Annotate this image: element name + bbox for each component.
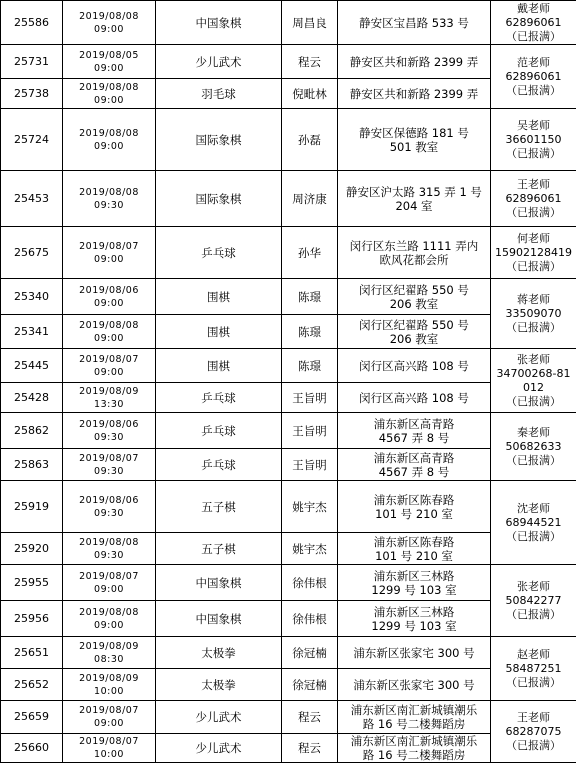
datetime-cell bbox=[63, 1, 156, 45]
time-text: 09:30 bbox=[94, 549, 124, 561]
teacher-cell: 陈璟 bbox=[282, 349, 338, 383]
address-cell: 静安区宝昌路 533 号 bbox=[338, 1, 491, 45]
address-cell: 浦东新区高青路 4567 弄 8 号 bbox=[338, 449, 491, 481]
course-name-cell: 乒乓球 bbox=[156, 449, 282, 481]
time-text: 09:00 bbox=[94, 62, 124, 74]
teacher-cell: 程云 bbox=[282, 701, 338, 734]
address-cell: 静安区保德路 181 号 501 教室 bbox=[338, 109, 491, 171]
datetime-cell bbox=[63, 565, 156, 601]
course-name-cell: 太极拳 bbox=[156, 669, 282, 701]
date-text: 2019/08/05 bbox=[79, 49, 139, 61]
contact-cell: 沈老师 68944521 （已报满） bbox=[491, 481, 576, 565]
course-id-cell: 25863 bbox=[1, 449, 63, 481]
datetime-cell bbox=[63, 349, 156, 383]
datetime-cell bbox=[63, 79, 156, 109]
contact-cell: 王老师 62896061 （已报满） bbox=[491, 171, 576, 227]
time-text: 10:00 bbox=[94, 749, 124, 760]
time-text: 09:00 bbox=[94, 332, 124, 344]
time-text: 09:30 bbox=[94, 431, 124, 443]
course-name-cell: 羽毛球 bbox=[156, 79, 282, 109]
datetime-cell bbox=[63, 601, 156, 637]
date-text: 2019/08/09 bbox=[79, 640, 139, 652]
address-cell: 闵行区高兴路 108 号 bbox=[338, 383, 491, 413]
time-text: 09:30 bbox=[94, 507, 124, 519]
time-text: 08:30 bbox=[94, 653, 124, 665]
table-row bbox=[1, 315, 576, 349]
table-row bbox=[1, 349, 576, 383]
datetime-cell bbox=[63, 637, 156, 669]
course-name-cell: 中国象棋 bbox=[156, 601, 282, 637]
datetime-cell bbox=[63, 109, 156, 171]
contact-cell: 何老师 15902128419 （已报满） bbox=[491, 227, 576, 279]
course-id-cell: 25731 bbox=[1, 45, 63, 79]
table-row bbox=[1, 449, 576, 481]
contact-cell: 王老师 68287075 （已报满） bbox=[491, 701, 576, 763]
date-text: 2019/08/08 bbox=[79, 81, 139, 93]
address-cell: 浦东新区陈春路 101 号 210 室 bbox=[338, 533, 491, 565]
address-cell: 浦东新区南汇新城镇潮乐 路 16 号二楼舞蹈房 bbox=[338, 734, 491, 763]
contact-cell: 秦老师 50682633 （已报满） bbox=[491, 413, 576, 481]
table-row bbox=[1, 565, 576, 601]
teacher-cell: 周济康 bbox=[282, 171, 338, 227]
datetime-cell bbox=[63, 279, 156, 315]
time-text: 09:00 bbox=[94, 94, 124, 106]
address-cell: 浦东新区三林路 1299 号 103 室 bbox=[338, 565, 491, 601]
contact-cell: 张老师 50842277 （已报满） bbox=[491, 565, 576, 637]
time-text: 09:00 bbox=[94, 140, 124, 152]
course-name-cell: 少儿武术 bbox=[156, 45, 282, 79]
course-id-cell: 25675 bbox=[1, 227, 63, 279]
teacher-cell: 陈璟 bbox=[282, 315, 338, 349]
course-id-cell: 25340 bbox=[1, 279, 63, 315]
address-cell: 浦东新区张家宅 300 号 bbox=[338, 669, 491, 701]
course-name-cell: 五子棋 bbox=[156, 533, 282, 565]
datetime-cell bbox=[63, 533, 156, 565]
table-row bbox=[1, 533, 576, 565]
teacher-cell: 徐伟根 bbox=[282, 601, 338, 637]
course-id-cell: 25652 bbox=[1, 669, 63, 701]
course-id-cell: 25453 bbox=[1, 171, 63, 227]
course-name-cell: 围棋 bbox=[156, 315, 282, 349]
time-text: 09:00 bbox=[94, 619, 124, 631]
time-text: 09:00 bbox=[94, 297, 124, 309]
date-text: 2019/08/07 bbox=[79, 705, 139, 716]
course-id-cell: 25738 bbox=[1, 79, 63, 109]
date-text: 2019/08/08 bbox=[79, 127, 139, 139]
teacher-cell: 王旨明 bbox=[282, 383, 338, 413]
address-cell: 静安区沪太路 315 弄 1 号 204 室 bbox=[338, 171, 491, 227]
course-id-cell: 25341 bbox=[1, 315, 63, 349]
teacher-cell: 孙华 bbox=[282, 227, 338, 279]
time-text: 10:00 bbox=[94, 685, 124, 697]
date-text: 2019/08/07 bbox=[79, 452, 139, 464]
course-name-cell: 乒乓球 bbox=[156, 383, 282, 413]
teacher-cell: 王旨明 bbox=[282, 449, 338, 481]
table-row bbox=[1, 1, 576, 45]
course-id-cell: 25920 bbox=[1, 533, 63, 565]
course-name-cell: 中国象棋 bbox=[156, 1, 282, 45]
table-row bbox=[1, 171, 576, 227]
course-name-cell: 五子棋 bbox=[156, 481, 282, 533]
teacher-cell: 王旨明 bbox=[282, 413, 338, 449]
datetime-cell bbox=[63, 413, 156, 449]
teacher-cell: 程云 bbox=[282, 734, 338, 763]
course-name-cell: 围棋 bbox=[156, 349, 282, 383]
datetime-cell bbox=[63, 171, 156, 227]
teacher-cell: 陈璟 bbox=[282, 279, 338, 315]
time-text: 09:30 bbox=[94, 465, 124, 477]
table-row bbox=[1, 109, 576, 171]
table-row bbox=[1, 413, 576, 449]
address-cell: 静安区共和新路 2399 弄 bbox=[338, 79, 491, 109]
course-id-cell: 25919 bbox=[1, 481, 63, 533]
address-cell: 浦东新区张家宅 300 号 bbox=[338, 637, 491, 669]
course-name-cell: 国际象棋 bbox=[156, 171, 282, 227]
date-text: 2019/08/08 bbox=[79, 536, 139, 548]
teacher-cell: 周昌良 bbox=[282, 1, 338, 45]
teacher-cell: 程云 bbox=[282, 45, 338, 79]
time-text: 09:00 bbox=[94, 366, 124, 378]
date-text: 2019/08/07 bbox=[79, 736, 139, 747]
datetime-cell bbox=[63, 45, 156, 79]
teacher-cell: 徐伟根 bbox=[282, 565, 338, 601]
address-cell: 浦东新区南汇新城镇潮乐 路 16 号二楼舞蹈房 bbox=[338, 701, 491, 734]
course-name-cell: 乒乓球 bbox=[156, 413, 282, 449]
date-text: 2019/08/08 bbox=[79, 319, 139, 331]
course-name-cell: 少儿武术 bbox=[156, 734, 282, 763]
time-text: 09:30 bbox=[94, 199, 124, 211]
course-id-cell: 25445 bbox=[1, 349, 63, 383]
time-text: 13:30 bbox=[94, 398, 124, 410]
table-row bbox=[1, 637, 576, 669]
address-cell: 浦东新区陈春路 101 号 210 室 bbox=[338, 481, 491, 533]
time-text: 09:00 bbox=[94, 253, 124, 265]
table-body bbox=[1, 1, 576, 763]
table-row bbox=[1, 734, 576, 763]
teacher-cell: 徐冠楠 bbox=[282, 637, 338, 669]
address-cell: 闵行区东兰路 1111 弄内 欧风花都会所 bbox=[338, 227, 491, 279]
table-row bbox=[1, 701, 576, 734]
address-cell: 闵行区纪翟路 550 号 206 教室 bbox=[338, 315, 491, 349]
datetime-cell bbox=[63, 701, 156, 734]
table-row bbox=[1, 227, 576, 279]
teacher-cell: 徐冠楠 bbox=[282, 669, 338, 701]
course-id-cell: 25586 bbox=[1, 1, 63, 45]
datetime-cell bbox=[63, 734, 156, 763]
contact-cell: 蒋老师 33509070 （已报满） bbox=[491, 279, 576, 349]
table-row bbox=[1, 279, 576, 315]
datetime-cell bbox=[63, 449, 156, 481]
course-name-cell: 中国象棋 bbox=[156, 565, 282, 601]
contact-cell: 张老师 34700268-81 012 （已报满） bbox=[491, 349, 576, 413]
course-name-cell: 国际象棋 bbox=[156, 109, 282, 171]
table-row bbox=[1, 669, 576, 701]
date-text: 2019/08/06 bbox=[79, 494, 139, 506]
course-id-cell: 25956 bbox=[1, 601, 63, 637]
address-cell: 浦东新区三林路 1299 号 103 室 bbox=[338, 601, 491, 637]
table-row bbox=[1, 79, 576, 109]
date-text: 2019/08/08 bbox=[79, 606, 139, 618]
course-id-cell: 25724 bbox=[1, 109, 63, 171]
date-text: 2019/08/09 bbox=[79, 385, 139, 397]
table-row bbox=[1, 601, 576, 637]
course-name-cell: 少儿武术 bbox=[156, 701, 282, 734]
course-id-cell: 25651 bbox=[1, 637, 63, 669]
date-text: 2019/08/06 bbox=[79, 284, 139, 296]
course-name-cell: 乒乓球 bbox=[156, 227, 282, 279]
time-text: 09:00 bbox=[94, 718, 124, 729]
contact-cell: 范老师 62896061 （已报满） bbox=[491, 45, 576, 109]
teacher-cell: 姚宇杰 bbox=[282, 533, 338, 565]
date-text: 2019/08/08 bbox=[79, 10, 139, 22]
course-id-cell: 25955 bbox=[1, 565, 63, 601]
date-text: 2019/08/07 bbox=[79, 353, 139, 365]
contact-cell: 戴老师 62896061 （已报满） bbox=[491, 1, 576, 45]
address-cell: 浦东新区高青路 4567 弄 8 号 bbox=[338, 413, 491, 449]
date-text: 2019/08/08 bbox=[79, 186, 139, 198]
datetime-cell bbox=[63, 383, 156, 413]
contact-cell: 吴老师 36601150 （已报满） bbox=[491, 109, 576, 171]
datetime-cell bbox=[63, 669, 156, 701]
datetime-cell bbox=[63, 481, 156, 533]
datetime-cell bbox=[63, 227, 156, 279]
address-cell: 闵行区纪翟路 550 号 206 教室 bbox=[338, 279, 491, 315]
course-id-cell: 25862 bbox=[1, 413, 63, 449]
address-cell: 闵行区高兴路 108 号 bbox=[338, 349, 491, 383]
table-row bbox=[1, 383, 576, 413]
course-id-cell: 25660 bbox=[1, 734, 63, 763]
table-row bbox=[1, 481, 576, 533]
course-name-cell: 围棋 bbox=[156, 279, 282, 315]
table-row bbox=[1, 45, 576, 79]
date-text: 2019/08/09 bbox=[79, 672, 139, 684]
date-text: 2019/08/06 bbox=[79, 418, 139, 430]
course-id-cell: 25428 bbox=[1, 383, 63, 413]
time-text: 09:00 bbox=[94, 583, 124, 595]
datetime-cell bbox=[63, 315, 156, 349]
contact-cell: 赵老师 58487251 （已报满） bbox=[491, 637, 576, 701]
date-text: 2019/08/07 bbox=[79, 570, 139, 582]
teacher-cell: 孙磊 bbox=[282, 109, 338, 171]
address-cell: 静安区共和新路 2399 弄 bbox=[338, 45, 491, 79]
course-name-cell: 太极拳 bbox=[156, 637, 282, 669]
date-text: 2019/08/07 bbox=[79, 240, 139, 252]
time-text: 09:00 bbox=[94, 23, 124, 35]
teacher-cell: 姚宇杰 bbox=[282, 481, 338, 533]
teacher-cell: 倪毗林 bbox=[282, 79, 338, 109]
course-id-cell: 25659 bbox=[1, 701, 63, 734]
